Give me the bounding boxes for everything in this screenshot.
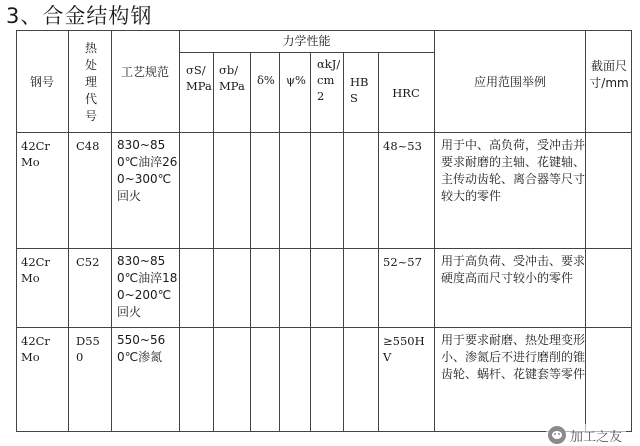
header-brinell-hardness: HBS xyxy=(350,75,369,105)
row-2-steel-grade: 42CrMo xyxy=(21,255,50,285)
row-1-usage: 用于中、高负荷，受冲击并要求耐磨的主轴、花键轴、主传动齿轮、离合器等尺寸较大的零件 xyxy=(441,138,586,203)
row-3-usage: 用于要求耐磨、热处理变形小、渗氮后不进行磨削的锥齿轮、蜗杆、花键套等零件 xyxy=(441,333,586,381)
header-tensile-strength: σb/MPa xyxy=(219,63,245,93)
alloy-steel-table xyxy=(16,30,632,445)
header-usage-examples: 应用范围举例 xyxy=(473,75,546,89)
row-1-hrc: 48~53 xyxy=(383,139,422,153)
row-1-process: 830~850℃油淬260~300℃回火 xyxy=(117,138,178,203)
section-heading: 3、合金结构钢 xyxy=(6,4,153,28)
watermark xyxy=(546,424,626,446)
row-1-heat-code: C48 xyxy=(76,139,100,153)
row-2-hrc: 52~57 xyxy=(383,255,422,269)
row-2-process: 830~850℃油淬180~200℃回火 xyxy=(117,254,178,319)
header-impact-toughness: αkJ/cm2 xyxy=(317,57,341,103)
header-reduction-of-area: ψ% xyxy=(286,73,306,87)
row-1-steel-grade: 42CrMo xyxy=(21,139,50,169)
wechat-logo-icon xyxy=(548,426,566,444)
watermark-text: 加工之友 xyxy=(570,429,623,445)
header-mechanical-properties: 力学性能 xyxy=(282,34,331,48)
header-section-size: 截面尺寸/mm xyxy=(589,59,629,90)
header-steel-grade: 钢号 xyxy=(29,75,54,89)
row-2-heat-code: C52 xyxy=(76,255,100,269)
header-rockwell-hardness: HRC xyxy=(392,86,420,100)
row-3-steel-grade: 42CrMo xyxy=(21,334,50,364)
row-3-process: 550~560℃渗氮 xyxy=(117,333,166,364)
row-3-hrc: ≥550HV xyxy=(383,334,425,364)
header-elongation: δ% xyxy=(257,73,275,87)
header-process-spec: 工艺规范 xyxy=(120,65,169,79)
row-2-usage: 用于高负荷、受冲击、要求硬度高而尺寸较小的零件 xyxy=(441,254,586,285)
row-3-heat-code: D550 xyxy=(76,334,100,364)
header-heat-treatment-code: 热处理代号 xyxy=(84,41,97,123)
header-yield-strength: σS/MPa xyxy=(186,63,212,93)
